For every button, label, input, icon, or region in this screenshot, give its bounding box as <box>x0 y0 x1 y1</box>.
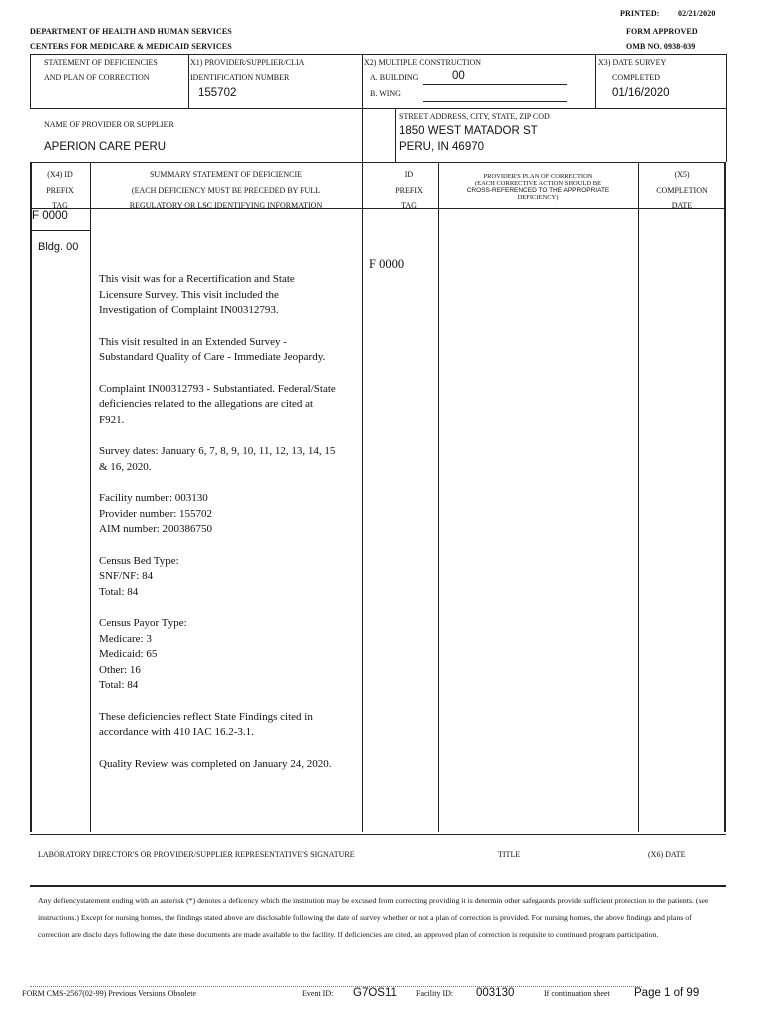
signature-date: (X6) DATE <box>648 850 686 859</box>
x4-header-line: (X4) ID <box>47 170 73 179</box>
page-number: Page 1 of 99 <box>634 987 700 999</box>
disclaimer: Any defiencystatement ending with an asterisk (*) denotes a deficency which the institution may be excused from correcting providing it is determin other safegaurds provide sufficient protection to the patients. (see instructions.) Except for nursing homes, the findings stated above are disclosable following the date of survey whether or not a plan of correction is provided. For nursing homes, the above findings and plans of correction are disclo days following the date these documents are made available to the facility. If deficiencies are cited, an approved plan of correction is requisite to continued program participation. <box>38 896 709 939</box>
rule <box>595 54 596 108</box>
building-label: A. BUILDING <box>370 73 419 82</box>
summary-statement <box>99 272 339 788</box>
summary-paragraph: This visit resulted in an Extended Survey - Substandard Quality of Care - Immediate Jeopardy. <box>99 335 326 363</box>
rule <box>726 54 727 162</box>
rule <box>724 162 726 832</box>
id-header-line: ID <box>404 170 414 179</box>
prefix-tag: F 0000 <box>32 210 68 222</box>
facility-id-label: Facility ID: <box>416 989 454 998</box>
rule <box>30 162 32 832</box>
provider-name-label: NAME OF PROVIDER OR SUPPLIER <box>44 120 174 129</box>
id-tag: F 0000 <box>369 257 405 271</box>
wing-label: B. WING <box>370 89 401 98</box>
summary-header <box>90 167 362 214</box>
summary-paragraph: This visit was for a Recertification and State Licensure Survey. This visit included the Investigation of Complaint IN00312793. <box>99 273 295 316</box>
summary-paragraph: These deficiencies reflect State Findings cited in accordance with 410 IAC 16.2-3.1. <box>99 710 313 738</box>
summary-header-line: REGULATORY OR LSC IDENTIFYING INFORMATION <box>129 201 323 210</box>
address-line2: PERU, IN 46970 <box>399 141 485 153</box>
address-line1: 1850 WEST MATADOR ST <box>399 125 538 137</box>
x4-header <box>30 167 90 214</box>
rule <box>30 230 90 231</box>
agency-line2: CENTERS FOR MEDICARE & MEDICAID SERVICES <box>30 42 232 51</box>
continuation-label: If continuation sheet <box>544 989 610 998</box>
provider-id-line2: IDENTIFICATION NUMBER <box>190 73 290 82</box>
id-header <box>380 167 438 214</box>
x4-header-line: PREFIX <box>46 185 74 195</box>
x5-header-line: DATE <box>671 201 693 210</box>
rule <box>90 162 91 832</box>
summary-paragraph: Quality Review was completed on January 24, 2020. <box>99 757 332 770</box>
x5-header-line: (X5) <box>674 170 690 179</box>
signature-label: LABORATORY DIRECTOR'S OR PROVIDER/SUPPLIER REPRESENTATIVE'S SIGNATURE <box>38 850 355 859</box>
summary-paragraph: Complaint IN00312793 - Substantiated. Federal/State deficiencies related to the allegations are cited at F921. <box>99 382 336 426</box>
building-value: 00 <box>452 70 465 82</box>
rule <box>30 54 31 108</box>
rule <box>30 162 726 163</box>
summary-paragraph: Census Bed Type: SNF/NF: 84 Total: 84 <box>99 554 179 598</box>
date-survey-line1: X3) DATE SURVEY <box>598 58 667 67</box>
agency-line1: DEPARTMENT OF HEALTH AND HUMAN SERVICES <box>30 27 232 36</box>
plan-header-line: CROSS-REFERENCED TO THE APPROPRIATE <box>466 187 610 194</box>
plan-header <box>438 173 638 201</box>
form-number: FORM CMS-2567(02-99) Previous Versions Obsolete <box>22 989 197 998</box>
address-label: STREET ADDRESS, CITY, STATE, ZIP COD <box>399 112 550 121</box>
footer-divider <box>30 986 642 987</box>
statement-line1: STATEMENT OF DEFICIENCIES <box>44 58 158 67</box>
omb-number: OMB NO. 0938-039 <box>626 42 696 51</box>
id-header-line: TAG <box>401 201 417 210</box>
x4-header-line: TAG <box>52 201 68 210</box>
signature-title: TITLE <box>498 850 521 859</box>
x5-header <box>638 167 726 214</box>
rule <box>30 834 726 835</box>
rule <box>30 108 726 109</box>
date-survey-line2: COMPLETED <box>612 73 660 82</box>
summary-header-line: (EACH DEFICIENCY MUST BE PRECEDED BY FULL <box>131 185 321 195</box>
plan-header-line: DEFICIENCY) <box>517 194 559 201</box>
rule <box>30 54 726 55</box>
plan-header-line: (EACH CORRECTIVE ACTION SHOULD BE <box>474 180 602 187</box>
summary-paragraph: Survey dates: January 6, 7, 8, 9, 10, 11, 12, 13, 14, 15 & 16, 2020. <box>99 445 336 473</box>
form-approved: FORM APPROVED <box>626 27 698 36</box>
date-survey-value: 01/16/2020 <box>612 87 670 99</box>
x5-header-line: COMPLETION <box>656 185 708 195</box>
id-header-line: PREFIX <box>395 185 423 195</box>
facility-id-value: 003130 <box>476 987 515 999</box>
printed-label: PRINTED: <box>620 9 660 18</box>
wing-underline <box>423 101 567 102</box>
event-id-label: Event ID: <box>302 989 334 998</box>
rule <box>438 162 439 832</box>
rule <box>395 108 396 162</box>
rule <box>362 162 363 832</box>
construction-label: X2) MULTIPLE CONSTRUCTION <box>364 58 482 67</box>
rule <box>638 162 639 832</box>
building-tag: Bldg. 00 <box>38 241 79 253</box>
summary-header-line: SUMMARY STATEMENT OF DEFICIENCIE <box>149 170 303 179</box>
rule <box>188 54 189 108</box>
rule <box>30 885 726 887</box>
rule <box>30 208 726 209</box>
plan-header-line: PROVIDER'S PLAN OF CORRECTION <box>483 173 593 180</box>
summary-paragraph: Census Payor Type: Medicare: 3 Medicaid: 65 Other: 16 Total: 84 <box>99 617 187 691</box>
statement-line2: AND PLAN OF CORRECTION <box>44 73 150 82</box>
provider-id-value: 155702 <box>198 87 237 99</box>
building-underline <box>423 84 567 85</box>
event-id-value: G7OS11 <box>353 987 397 999</box>
provider-name-value: APERION CARE PERU <box>44 141 167 153</box>
provider-id-line1: X1) PROVIDER/SUPPLIER/CLIA <box>190 58 305 67</box>
printed-date: 02/21/2020 <box>678 9 716 18</box>
summary-paragraph: Facility number: 003130 Provider number: 155702 AIM number: 200386750 <box>99 492 213 535</box>
